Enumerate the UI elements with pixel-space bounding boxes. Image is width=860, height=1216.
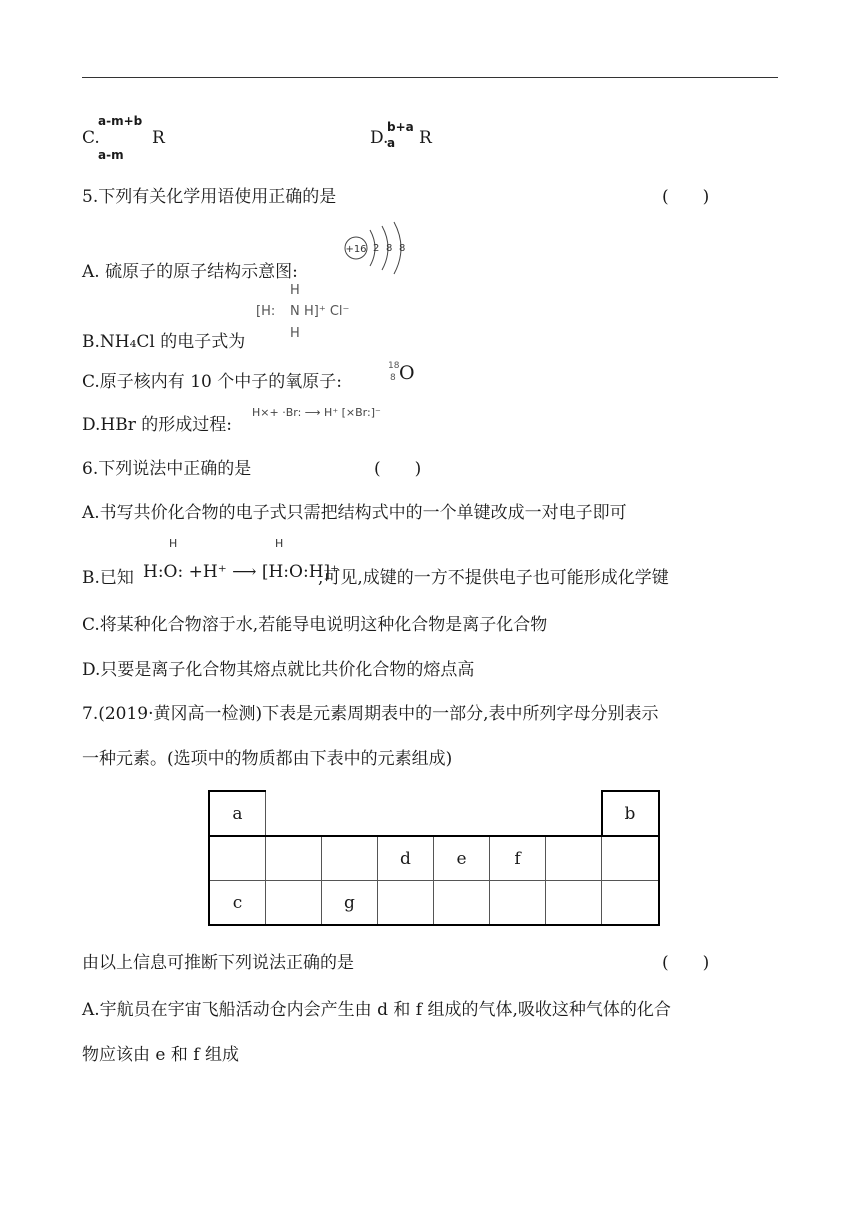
q6-option-d: D.只要是离子化合物其熔点就比共价化合物的熔点高: [82, 660, 475, 680]
cell-a: a: [209, 791, 266, 836]
cell-e: e: [434, 836, 490, 881]
q6-answer-paren: ( ): [374, 459, 422, 479]
header-rule: [82, 77, 778, 78]
shell-2: 8: [386, 243, 393, 254]
q5-stem: 5.下列有关化学用语使用正确的是: [82, 187, 337, 207]
q7-option-a-line1: A.宇航员在宇宙飞船活动仓内会产生由 d 和 f 组成的气体,吸收这种气体的化合: [82, 1000, 671, 1020]
q7-stem-line2: 一种元素。(选项中的物质都由下表中的元素组成): [82, 749, 453, 769]
shell-1: 2: [373, 243, 380, 254]
cell-g: g: [322, 881, 378, 926]
cell-b: b: [602, 791, 659, 836]
periodic-table-fragment: [208, 790, 660, 926]
nucleus-charge: +16: [345, 244, 367, 255]
q7-option-a-line2: 物应该由 e 和 f 组成: [82, 1045, 239, 1065]
cell-d: d: [378, 836, 434, 881]
q6-option-a: A.书写共价化合物的电子式只需把结构式中的一个单键改成一对电子即可: [82, 503, 627, 523]
shell-3: 8: [399, 243, 406, 254]
q7-stem-line1: 7.(2019·黄冈高一检测)下表是元素周期表中的一部分,表中所列字母分别表示: [82, 704, 659, 724]
q5-option-c: C.原子核内有 10 个中子的氧原子:: [82, 372, 342, 392]
q6-option-c: C.将某种化合物溶于水,若能导电说明这种化合物是离子化合物: [82, 615, 548, 635]
q7-answer-paren: ( ): [662, 953, 710, 973]
cell-c: c: [209, 881, 266, 926]
cell-f: f: [490, 836, 546, 881]
sulfur-atom-diagram: [340, 218, 420, 278]
q6-stem: 6.下列说法中正确的是: [82, 459, 252, 479]
q5-option-b: B.NH₄Cl 的电子式为: [82, 332, 246, 352]
q5-option-a: A. 硫原子的原子结构示意图:: [82, 262, 298, 282]
q5-option-d: D.HBr 的形成过程:: [82, 415, 233, 435]
q5-answer-paren: ( ): [662, 187, 710, 207]
hbr-formation-process: H×+ ·Br: ⟶ H⁺ [×Br:]⁻: [252, 406, 381, 419]
q7-prompt: 由以上信息可推断下列说法正确的是: [82, 953, 354, 973]
